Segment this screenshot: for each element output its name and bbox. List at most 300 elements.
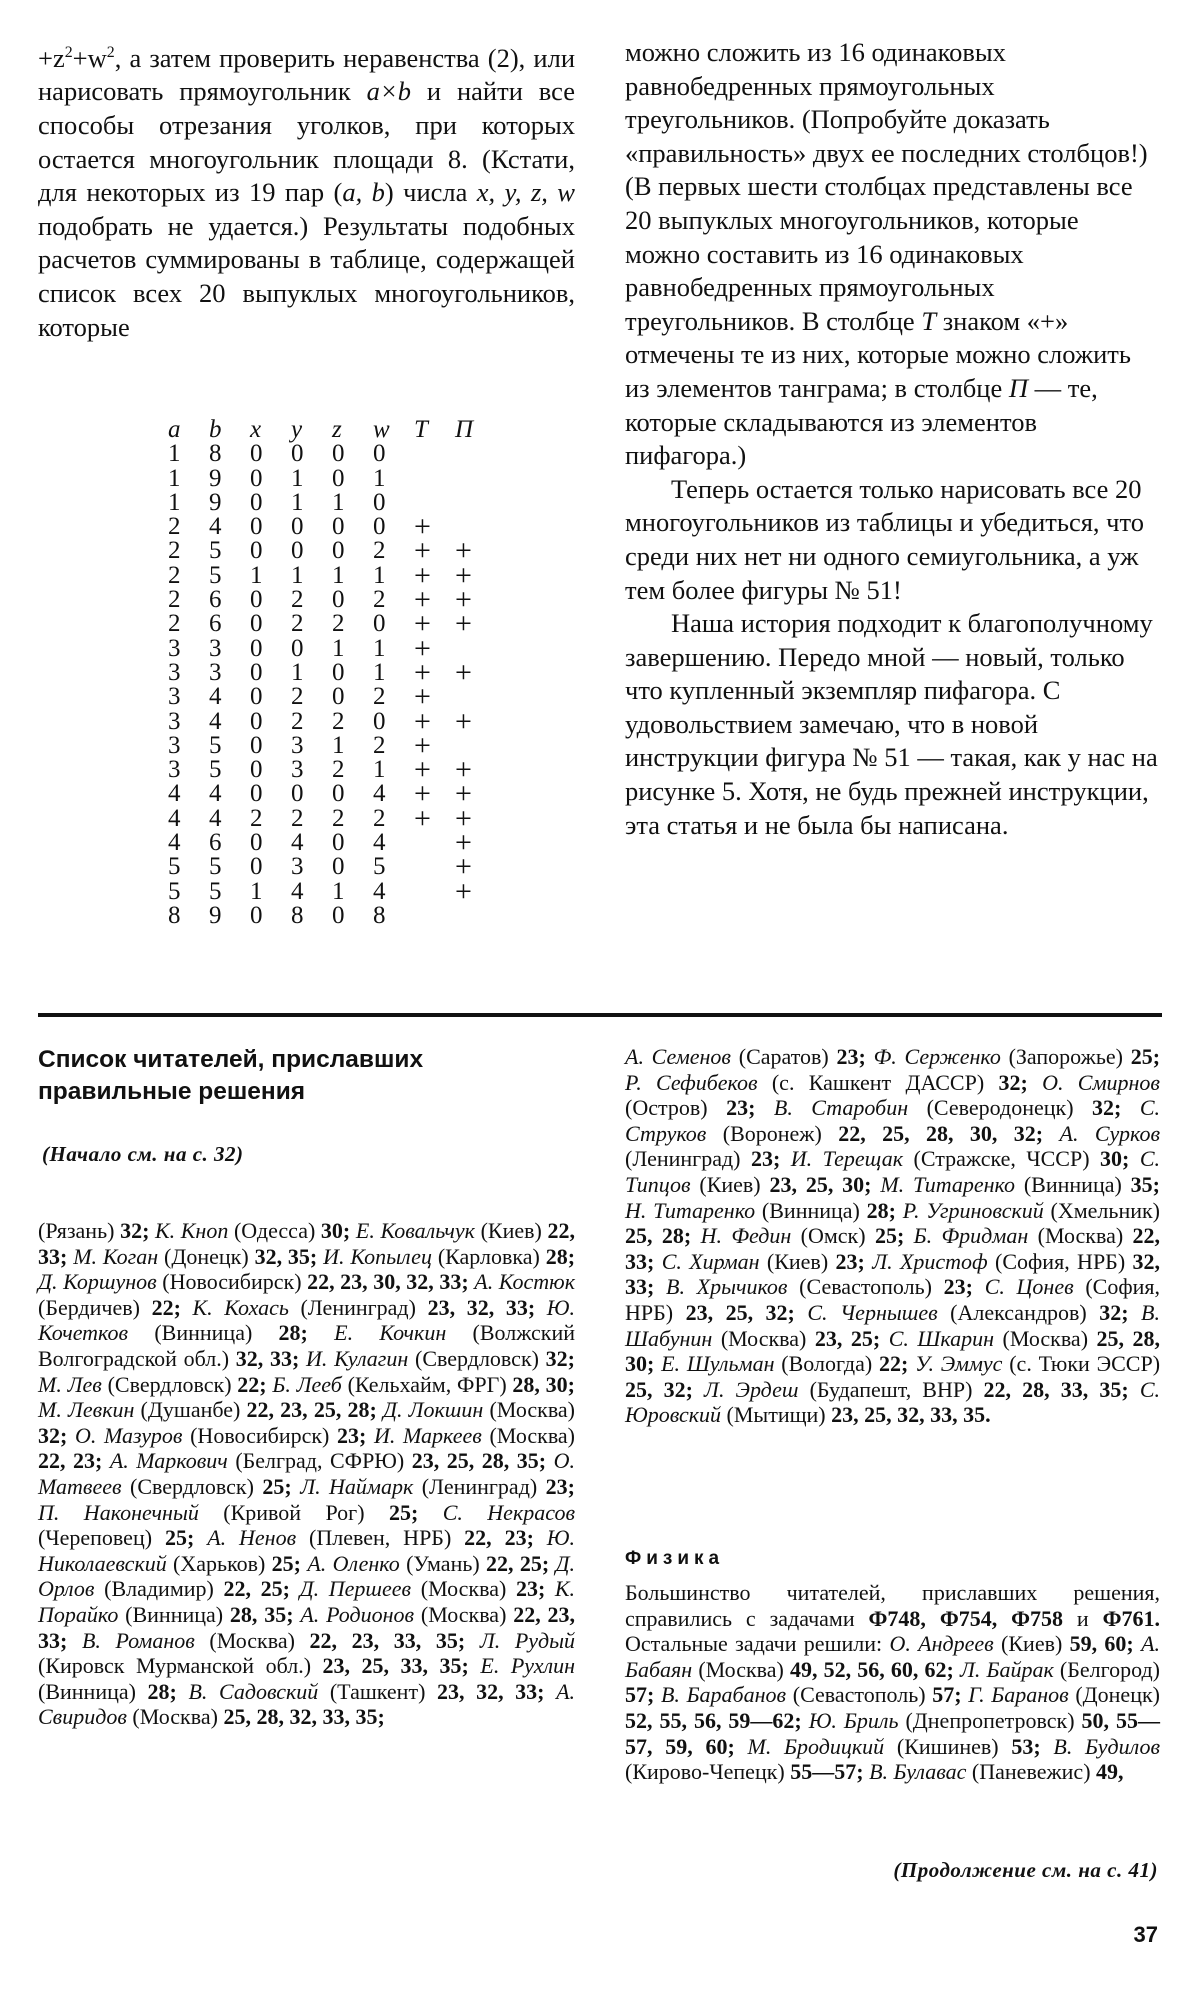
problem-numbers: 30; bbox=[320, 1218, 356, 1243]
text-run: (Бердичев) bbox=[38, 1294, 152, 1320]
name-text: Д. Коршунов bbox=[38, 1269, 157, 1295]
name-text: В. Старобин bbox=[773, 1095, 909, 1121]
problem-numbers: 32; bbox=[1092, 1095, 1140, 1121]
text-run: подобрать не удается.) Результаты подобных расчетов суммированы в таблице, содержащей список всех 20 выпуклых многоугольников, которые bbox=[38, 210, 575, 342]
table-row bbox=[168, 539, 496, 563]
problem-numbers: 28; bbox=[866, 1197, 903, 1223]
name-text: О. Матвеев bbox=[38, 1448, 575, 1499]
name-text: М. Бродицкий bbox=[747, 1733, 885, 1759]
name-text: А. Маркович bbox=[109, 1448, 228, 1474]
table-cell: 8 bbox=[291, 901, 304, 929]
problem-numbers: 23; bbox=[943, 1274, 985, 1300]
problem-numbers: 23; bbox=[337, 1422, 374, 1448]
problem-numbers: 25; bbox=[271, 1550, 308, 1576]
table-row bbox=[168, 515, 496, 539]
table-cell: 0 bbox=[250, 901, 263, 929]
table-cell: 0 bbox=[332, 683, 345, 711]
text-run: (Москва) bbox=[126, 1704, 224, 1730]
name-text: Е. Шульман bbox=[661, 1351, 775, 1377]
problem-numbers: 22, 28, 33, 35; bbox=[983, 1376, 1140, 1402]
table-cell: 4 bbox=[209, 707, 222, 735]
table-cell: 3 bbox=[168, 731, 181, 759]
table-cell: 1 bbox=[373, 561, 386, 589]
table-cell: 2 bbox=[332, 610, 345, 638]
paragraph bbox=[625, 1044, 1160, 1428]
name-text: А. Сурков bbox=[1059, 1120, 1160, 1146]
problem-numbers: 23, 25, 30; bbox=[769, 1171, 881, 1197]
name-text: А. Костюк bbox=[474, 1269, 575, 1295]
problem-numbers: 52, 55, 56, 59—62; bbox=[625, 1707, 809, 1733]
problem-numbers: 23; bbox=[836, 1044, 874, 1069]
text-run: (Новосибирск) bbox=[182, 1422, 338, 1448]
paragraph bbox=[625, 473, 1160, 607]
table-cell: + bbox=[455, 534, 472, 568]
table-cell bbox=[414, 442, 455, 466]
table-cell: + bbox=[455, 583, 472, 617]
name-text: С. Хирман bbox=[661, 1248, 760, 1274]
table-cell: 0 bbox=[250, 464, 263, 492]
problem-numbers: 22, 25, 28, 30, 32; bbox=[838, 1120, 1060, 1146]
table-cell: + bbox=[455, 801, 472, 835]
text-run: (Москва) bbox=[411, 1576, 516, 1602]
name-text: П. Наконечный bbox=[38, 1499, 199, 1525]
problem-numbers: 32; bbox=[120, 1218, 156, 1243]
table-cell: 4 bbox=[373, 877, 386, 905]
problem-numbers: 25, 32; bbox=[625, 1376, 705, 1402]
table-cell bbox=[414, 467, 455, 491]
name-text: В. Шабунин bbox=[625, 1299, 1160, 1351]
table-cell: 1 bbox=[373, 464, 386, 492]
table-cell: 2 bbox=[168, 586, 181, 614]
table-cell: + bbox=[455, 704, 472, 738]
table-cell: 0 bbox=[250, 537, 263, 565]
name-text: Р. Угриновский bbox=[902, 1197, 1044, 1223]
table-cell: 2 bbox=[291, 804, 304, 832]
table-cell: 8 bbox=[373, 901, 386, 929]
table-cell: + bbox=[455, 753, 472, 787]
paragraph bbox=[625, 1580, 1160, 1785]
name-text: Е. Кочкин bbox=[334, 1320, 447, 1346]
table-row bbox=[168, 710, 496, 734]
text-run: (София, НРБ) bbox=[987, 1248, 1133, 1274]
text-run: (Свердловск) bbox=[408, 1345, 546, 1371]
text-run: (Днепропетровск) bbox=[898, 1707, 1082, 1733]
table-cell: 5 bbox=[209, 853, 222, 881]
table-cell: 0 bbox=[291, 513, 304, 541]
table-row bbox=[168, 782, 496, 806]
table-cell: 4 bbox=[209, 683, 222, 711]
text-run: (Карловка) bbox=[431, 1243, 546, 1269]
paragraph bbox=[38, 36, 575, 344]
text-run: (Ташкент) bbox=[318, 1678, 437, 1704]
name-text: О. Андреев bbox=[889, 1631, 994, 1657]
table-cell: 2 bbox=[373, 683, 386, 711]
table-cell: 1 bbox=[373, 658, 386, 686]
name-text: Ф. Серженко bbox=[873, 1044, 1001, 1069]
name-text: О. Смирнов bbox=[1042, 1069, 1160, 1095]
column-header: y bbox=[291, 416, 303, 443]
name-text: Г. Баранов bbox=[968, 1682, 1069, 1708]
name-text: В. Барабанов bbox=[660, 1682, 787, 1708]
name-text: Ю. Бриль bbox=[808, 1707, 899, 1733]
table-cell: + bbox=[414, 631, 431, 665]
table-cell: 0 bbox=[250, 586, 263, 614]
table-cell: 0 bbox=[332, 901, 345, 929]
name-text: Б. Лееб bbox=[272, 1371, 342, 1397]
problem-numbers: 23; bbox=[515, 1576, 555, 1602]
problem-numbers: Ф748, Ф754, Ф758 bbox=[868, 1605, 1064, 1631]
problem-numbers: 32, 33; bbox=[625, 1248, 1161, 1300]
text-run: (Винница) bbox=[118, 1601, 230, 1627]
text-run: можно сложить из 16 одинаковых равнобедренных прямоугольных треугольников. (Попробуйте доказать «правильность» двух ее последних столбцов!) bbox=[625, 37, 1148, 168]
name-text: А. Ненов bbox=[207, 1525, 297, 1551]
problem-numbers: 22, 23, 33; bbox=[38, 1601, 576, 1653]
table-cell: 1 bbox=[168, 464, 181, 492]
problem-numbers: 22, 33; bbox=[625, 1223, 1161, 1274]
table-cell: 1 bbox=[332, 877, 345, 905]
table-cell: 3 bbox=[168, 658, 181, 686]
problem-numbers: 28; bbox=[545, 1243, 576, 1269]
table-cell bbox=[455, 442, 496, 466]
table-cell: 0 bbox=[250, 488, 263, 516]
name-text: В. Хрычиков bbox=[666, 1274, 788, 1300]
table-cell: + bbox=[414, 534, 431, 568]
table-cell: 0 bbox=[250, 756, 263, 784]
text-run: (Москва) bbox=[993, 1325, 1097, 1351]
table-cell bbox=[414, 855, 455, 879]
table-cell: 2 bbox=[168, 610, 181, 638]
problem-numbers: 23, 25, 28, 35; bbox=[411, 1448, 554, 1474]
text-run: (Москва) bbox=[692, 1656, 790, 1682]
text-run: (Винница) bbox=[128, 1320, 279, 1346]
table-cell: + bbox=[455, 655, 472, 689]
table-cell bbox=[455, 467, 496, 491]
problem-numbers: 22, 23, 33, 35; bbox=[309, 1627, 480, 1653]
table-cell: 0 bbox=[373, 440, 386, 468]
text-run: — те, которые складываются из элементов пифагора.) bbox=[625, 372, 1098, 471]
name-text: С. Некрасов bbox=[442, 1499, 576, 1525]
text-run: (с. Кашкент ДАССР) bbox=[757, 1069, 999, 1095]
problem-numbers: 22, 23; bbox=[464, 1525, 547, 1551]
problem-numbers: 23; bbox=[726, 1095, 774, 1121]
table-cell: 1 bbox=[250, 561, 263, 589]
text-run: (Кишинев) bbox=[884, 1733, 1012, 1759]
table-row bbox=[168, 564, 496, 588]
table-cell: 3 bbox=[291, 853, 304, 881]
name-text: С. Типцов bbox=[625, 1146, 1161, 1197]
table-cell: 0 bbox=[250, 731, 263, 759]
table-cell: 5 bbox=[209, 537, 222, 565]
table-cell: 0 bbox=[332, 658, 345, 686]
table-cell: 0 bbox=[291, 537, 304, 565]
problem-numbers: 23, 25, 32; bbox=[685, 1299, 808, 1325]
text-run: (Кривой Рог) bbox=[198, 1499, 389, 1525]
text-run: (Харьков) bbox=[166, 1550, 272, 1576]
text-run: +z bbox=[38, 42, 65, 73]
text-run: 2 bbox=[106, 44, 115, 61]
text-run: (Винница) bbox=[755, 1197, 867, 1223]
table-cell: 4 bbox=[209, 804, 222, 832]
table-cell: 2 bbox=[332, 756, 345, 784]
table-cell: 9 bbox=[209, 464, 222, 492]
text-run: (Воронеж) bbox=[706, 1120, 839, 1146]
table-cell: 2 bbox=[168, 561, 181, 589]
table-row bbox=[168, 588, 496, 612]
name-text: Л. Христоф bbox=[872, 1248, 988, 1274]
table-cell: 4 bbox=[291, 877, 304, 905]
problem-numbers: 55—57; bbox=[790, 1759, 870, 1785]
table-cell: 0 bbox=[291, 780, 304, 808]
text-run: (с. Тюки ЭССР) bbox=[1002, 1351, 1161, 1377]
physics-readers-list bbox=[625, 1580, 1160, 1785]
text-run: Наша история подходит к благополучному завершению. Передо мной — новый, только что купленный экземпляр пифагора. С удовольствием замечаю, что в новой инструкции фигура № 51 — такая, как у нас на рисунке 5. Хотя, не будь прежней инструкции, эта статья и не была бы написана. bbox=[625, 608, 1158, 840]
table-cell: 6 bbox=[209, 829, 222, 857]
table-cell: 1 bbox=[291, 658, 304, 686]
table-cell: 2 bbox=[373, 731, 386, 759]
problem-numbers: 22, 25; bbox=[223, 1576, 300, 1602]
table-cell: 1 bbox=[291, 464, 304, 492]
text-run: (Белград, СФРЮ) bbox=[227, 1448, 412, 1474]
table-cell: 2 bbox=[291, 707, 304, 735]
table-cell: + bbox=[455, 777, 472, 811]
text-run: (Мытищи) bbox=[721, 1402, 832, 1428]
table-cell: 2 bbox=[291, 586, 304, 614]
text-run: (Киев) bbox=[474, 1218, 548, 1243]
table-cell: + bbox=[414, 777, 431, 811]
text-run: (Ленинград) bbox=[413, 1473, 546, 1499]
name-text: М. Коган bbox=[73, 1243, 159, 1269]
table-cell: 2 bbox=[250, 804, 263, 832]
table-cell: 1 bbox=[332, 634, 345, 662]
table-cell: 0 bbox=[332, 464, 345, 492]
table-cell: 2 bbox=[373, 804, 386, 832]
name-text: К. Порайко bbox=[38, 1576, 576, 1627]
problem-numbers: 25; bbox=[1130, 1044, 1161, 1069]
table-cell: 0 bbox=[250, 513, 263, 541]
text-run: (Ленинград) bbox=[625, 1146, 751, 1172]
text-run: (Северодонецк) bbox=[908, 1095, 1093, 1121]
table-cell: 0 bbox=[250, 658, 263, 686]
name-text: А. Оленко bbox=[307, 1550, 400, 1576]
text-run: (Новосибирск) bbox=[156, 1269, 308, 1295]
problem-numbers: 28, 30; bbox=[512, 1371, 575, 1397]
name-text: Н. Федин bbox=[700, 1223, 792, 1249]
problem-numbers: 23, 32, 33; bbox=[436, 1678, 557, 1704]
name-text: К. Кохась bbox=[192, 1294, 289, 1320]
text-run: (Череповец) bbox=[38, 1525, 165, 1551]
table-cell: 2 bbox=[332, 804, 345, 832]
table-cell: 0 bbox=[373, 707, 386, 735]
problem-numbers: 49, bbox=[1096, 1759, 1124, 1785]
problem-numbers: 32; bbox=[38, 1422, 75, 1448]
problem-numbers: Ф761. bbox=[1102, 1605, 1160, 1631]
name-text: О. Мазуров bbox=[74, 1422, 183, 1448]
readers-heading: Список читателей, приславших правильные решения bbox=[38, 1046, 424, 1105]
table-cell: 3 bbox=[291, 756, 304, 784]
table-cell: 0 bbox=[250, 780, 263, 808]
table-cell: 0 bbox=[332, 537, 345, 565]
name-text: В. Будилов bbox=[1053, 1733, 1160, 1759]
problem-numbers: 25, 28, 30; bbox=[625, 1325, 1161, 1377]
table-cell: 2 bbox=[373, 537, 386, 565]
text-run: (Умань) bbox=[399, 1550, 487, 1576]
text-run: (Свердловск) bbox=[121, 1473, 263, 1499]
table-cell: 0 bbox=[332, 440, 345, 468]
text-run: знаком «+» отмечены те из них, которые можно сложить из элементов танграма; в столбце bbox=[625, 305, 1131, 403]
table-cell: 5 bbox=[209, 877, 222, 905]
problem-numbers: 32; bbox=[998, 1069, 1043, 1095]
table-cell: 1 bbox=[332, 561, 345, 589]
text-run: (Душанбе) bbox=[134, 1397, 247, 1423]
column-header: П bbox=[455, 416, 474, 443]
name-text: М. Левкин bbox=[38, 1397, 135, 1423]
table-row bbox=[168, 612, 496, 636]
table-cell: 5 bbox=[168, 853, 181, 881]
text-run: (Стражске, ЧССР) bbox=[903, 1146, 1101, 1172]
name-text: В. Булавас bbox=[869, 1759, 967, 1785]
table-cell: 2 bbox=[332, 707, 345, 735]
table-cell: 3 bbox=[168, 683, 181, 711]
text-run: (Омск) bbox=[791, 1223, 875, 1249]
table-cell: 1 bbox=[168, 488, 181, 516]
name-text: И. Терещак bbox=[790, 1146, 904, 1172]
name-text: П bbox=[1008, 372, 1029, 403]
name-text: Ю. Кочетков bbox=[38, 1294, 575, 1346]
name-text: Д. Орлов bbox=[38, 1550, 575, 1602]
text-run: (Кельхайм, ФРГ) bbox=[341, 1371, 513, 1397]
text-run: (Волжский Волгоградской обл.) bbox=[38, 1320, 576, 1371]
table-cell: + bbox=[455, 874, 472, 908]
problem-numbers: 30; bbox=[1100, 1146, 1140, 1172]
table-cell: 1 bbox=[291, 561, 304, 589]
text-run: (Свердловск) bbox=[101, 1371, 238, 1397]
problem-numbers: 28, 35; bbox=[229, 1601, 301, 1627]
name-text: К. Кноп bbox=[155, 1218, 229, 1243]
table-cell: 1 bbox=[168, 440, 181, 468]
table-cell: 1 bbox=[332, 488, 345, 516]
table-cell: 1 bbox=[291, 488, 304, 516]
problem-numbers: 57; bbox=[932, 1682, 969, 1708]
problem-numbers: 35; bbox=[1130, 1171, 1160, 1197]
text-run: (Кирово-Чепецк) bbox=[625, 1759, 791, 1785]
table-row bbox=[168, 807, 496, 831]
problem-numbers: 28; bbox=[147, 1678, 189, 1704]
table-cell: + bbox=[414, 704, 431, 738]
name-text: Б. Фридман bbox=[913, 1223, 1029, 1249]
table-cell: + bbox=[455, 607, 472, 641]
table-cell: + bbox=[414, 801, 431, 835]
problem-numbers: 23, 25, 32, 33, 35. bbox=[831, 1402, 991, 1428]
name-text: a, b bbox=[342, 177, 385, 208]
table-cell: 4 bbox=[373, 780, 386, 808]
name-text: А. Семенов bbox=[625, 1044, 731, 1069]
name-text: Д. Локшин bbox=[382, 1397, 484, 1423]
table-cell: 0 bbox=[250, 440, 263, 468]
table-cell: 6 bbox=[209, 586, 222, 614]
table-row bbox=[168, 880, 496, 904]
table-cell: 0 bbox=[332, 513, 345, 541]
problem-numbers: 22, 33; bbox=[38, 1218, 575, 1269]
text-run: (Кировск Мурманской обл.) bbox=[38, 1653, 323, 1679]
name-text: a×b bbox=[366, 76, 412, 107]
table-cell: 3 bbox=[209, 658, 222, 686]
table-cell: 0 bbox=[373, 513, 386, 541]
table-header-row bbox=[168, 418, 496, 442]
table-cell: 1 bbox=[250, 877, 263, 905]
table-cell: 5 bbox=[373, 853, 386, 881]
problem-numbers: 32, 35; bbox=[254, 1243, 324, 1269]
text-run: (Владимир) bbox=[94, 1576, 224, 1602]
table-cell: 4 bbox=[168, 780, 181, 808]
name-text: Л. Байрак bbox=[959, 1656, 1054, 1682]
text-run: (Будапешт, ВНР) bbox=[798, 1376, 984, 1402]
article-text-left bbox=[38, 36, 575, 344]
problem-numbers: 57; bbox=[625, 1682, 661, 1708]
table-cell: 0 bbox=[250, 610, 263, 638]
problem-numbers: 23, 25; bbox=[814, 1325, 889, 1351]
name-text: А. Бабаян bbox=[625, 1631, 1161, 1682]
text-run: (Киев) bbox=[993, 1631, 1070, 1657]
text-run: и bbox=[1063, 1605, 1103, 1631]
table-cell: 3 bbox=[168, 634, 181, 662]
name-text: А. Родионов bbox=[300, 1601, 415, 1627]
text-run: (Винница) bbox=[38, 1678, 148, 1704]
problem-numbers: 59, 60; bbox=[1069, 1631, 1142, 1657]
problem-numbers: 23; bbox=[835, 1248, 873, 1274]
problem-numbers: 25; bbox=[874, 1223, 914, 1249]
text-run: (Севастополь) bbox=[787, 1274, 944, 1300]
text-run: (Донецк) bbox=[158, 1243, 255, 1269]
table-cell: 0 bbox=[250, 853, 263, 881]
table-cell: 8 bbox=[168, 901, 181, 929]
column-header: T bbox=[414, 416, 428, 443]
table-cell: 0 bbox=[291, 440, 304, 468]
text-run: (Белгород) bbox=[1053, 1656, 1160, 1682]
table-cell: 5 bbox=[209, 756, 222, 784]
problem-numbers: 25; bbox=[262, 1473, 301, 1499]
page-number: 37 bbox=[1133, 1922, 1158, 1947]
table-cell: 2 bbox=[291, 683, 304, 711]
problem-numbers: 25; bbox=[164, 1525, 208, 1551]
table-cell: 4 bbox=[373, 829, 386, 857]
problem-numbers: 22, 23, 25, 28; bbox=[246, 1397, 383, 1423]
problem-numbers: 28; bbox=[278, 1320, 335, 1346]
text-run: (Остров) bbox=[625, 1095, 727, 1121]
column-header: b bbox=[209, 416, 222, 443]
text-run: , а затем проверить неравенства (2), или нарисовать прямоугольник bbox=[38, 42, 575, 107]
text-run: (Москва) bbox=[414, 1601, 514, 1627]
table-cell: 2 bbox=[168, 513, 181, 541]
name-text: В. Романов bbox=[81, 1627, 195, 1653]
table-row bbox=[168, 855, 496, 879]
table-cell: 0 bbox=[332, 829, 345, 857]
text-run: (Винница) bbox=[1015, 1171, 1131, 1197]
table-cell: 0 bbox=[373, 610, 386, 638]
problem-numbers: 53; bbox=[1011, 1733, 1054, 1759]
name-text: С. Струков bbox=[625, 1095, 1161, 1146]
table-cell: + bbox=[455, 558, 472, 592]
table-cell: 0 bbox=[332, 780, 345, 808]
problem-numbers: 23; bbox=[750, 1146, 791, 1172]
table-cell: 0 bbox=[373, 488, 386, 516]
text-run: ) числа bbox=[384, 177, 477, 208]
text-run: (Одесса) bbox=[228, 1218, 321, 1243]
table-cell: 5 bbox=[209, 731, 222, 759]
text-run: (Рязань) bbox=[38, 1218, 121, 1243]
name-text: И. Копылец bbox=[323, 1243, 432, 1269]
table-cell: 4 bbox=[168, 829, 181, 857]
problem-numbers: 22, 25; bbox=[486, 1550, 556, 1576]
